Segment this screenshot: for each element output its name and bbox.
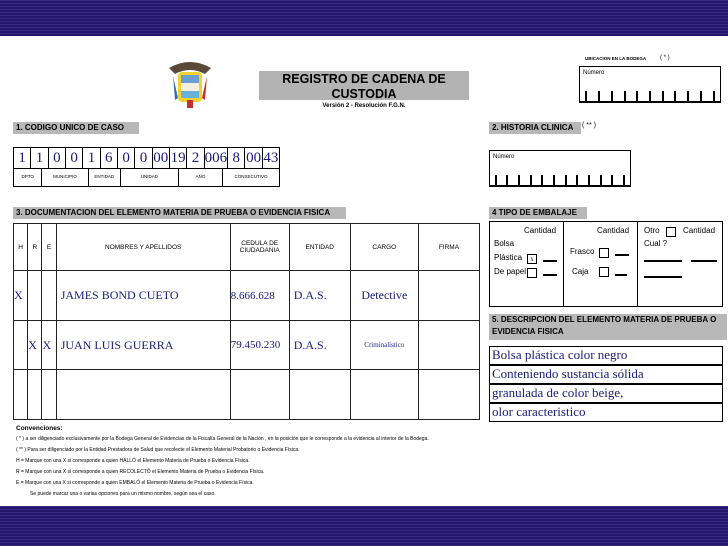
cell-nombre[interactable]: JAMES BOND CUETO — [56, 271, 230, 321]
table-row — [14, 370, 480, 420]
convencion-line: H = Marque con una X si corresponde a quien HALLÓ el Elemento Materia de Prueba o Evidencia Física. — [16, 458, 250, 464]
caja-checkbox[interactable] — [599, 267, 609, 277]
col-entidad: ENTIDAD — [289, 224, 350, 271]
form-title: REGISTRO DE CADENA DE CUSTODIA — [282, 72, 446, 101]
embalaje-frasco-group — [564, 222, 638, 306]
case-digit: 1 — [31, 148, 48, 168]
caja-quantity-line[interactable] — [615, 274, 627, 276]
col-cargo: CARGO — [350, 224, 418, 271]
case-code-digits[interactable] — [13, 147, 280, 169]
cell-entidad[interactable]: D.A.S. — [289, 271, 350, 321]
case-digit: 1 — [14, 148, 31, 168]
label-consecutivo: CONSECUTIVO — [234, 174, 268, 179]
cell-e[interactable] — [42, 370, 56, 420]
label-ano: AÑO — [179, 168, 223, 186]
section1-title: 1. CODIGO UNICO DE CASO — [13, 122, 139, 134]
plastica-label: Plástica — [494, 253, 523, 262]
convencion-line: E = Marque con una X si corresponde a quien EMBALÓ el Elemento Materia de Prueba o Evidencia Física. — [16, 480, 254, 486]
cell-firma[interactable] — [418, 370, 479, 420]
frasco-quantity-line[interactable] — [615, 254, 629, 256]
cell-cedula[interactable]: 79.450.230 — [230, 320, 289, 370]
plastica-checkbox[interactable]: x — [527, 254, 537, 264]
case-digit: 2 — [187, 148, 204, 168]
table-header-row — [14, 224, 480, 271]
de-papel-checkbox[interactable] — [527, 268, 537, 278]
cell-cargo[interactable]: Detective — [350, 271, 418, 321]
bolsa-label: Bolsa — [494, 239, 515, 248]
plastica-quantity-line[interactable] — [543, 260, 557, 262]
cell-cargo[interactable] — [350, 370, 418, 420]
col-firma: FIRMA — [418, 224, 479, 271]
case-code-labels — [13, 168, 280, 187]
cell-h[interactable] — [14, 370, 28, 420]
ubicacion-label: UBICACION EN LA BODEGA — [585, 56, 647, 61]
cell-cedula[interactable]: 8.666.628 — [230, 271, 289, 321]
cantidad-label: Cantidad — [524, 226, 557, 235]
case-digit: 00 — [153, 150, 169, 166]
cell-nombre[interactable]: JUAN LUIS GUERRA — [56, 320, 230, 370]
case-digit: 0 — [66, 148, 83, 168]
otro-label: Otro — [644, 226, 660, 235]
numero-label: Número — [583, 70, 605, 76]
cell-h[interactable]: X — [14, 271, 28, 321]
convencion-line: ( ** ) Para ser diligenciado por la Entidad Prestadora de Salud que recolecte el Elemento Material Probatorio o Evidencia Física. — [16, 447, 300, 453]
cell-h[interactable] — [14, 320, 28, 370]
case-digit: 0 — [135, 148, 152, 168]
convenciones — [16, 423, 486, 500]
cell-e[interactable] — [42, 271, 56, 321]
description-line: Bolsa plástica color negro — [490, 347, 722, 366]
convenciones-title: Convenciones: — [16, 425, 63, 432]
embalaje-bolsa-group — [490, 222, 564, 306]
numero-label: Número — [493, 154, 515, 160]
otro-checkbox[interactable] — [666, 227, 676, 237]
case-digit: 0 — [49, 148, 66, 168]
label-unidad: UNIDAD — [121, 168, 179, 186]
cell-nombre[interactable] — [56, 370, 230, 420]
ubicacion-mark: ( * ) — [660, 55, 670, 61]
cell-r[interactable]: X — [28, 320, 42, 370]
col-cedula: CEDULA DE CIUDADANIA — [230, 224, 289, 271]
col-h: H — [14, 224, 28, 271]
bottom-decorative-band — [0, 506, 728, 546]
cell-cedula[interactable] — [230, 370, 289, 420]
cell-firma[interactable] — [418, 320, 479, 370]
label-dpto: DPTO — [14, 168, 42, 186]
cell-cargo[interactable]: Criminalístico — [350, 320, 418, 370]
table-row — [14, 320, 480, 370]
cual-label: Cual ? — [644, 239, 668, 248]
cantidad-label: Cantidad — [597, 226, 630, 235]
col-nombres: NOMBRES Y APELLIDOS — [56, 224, 230, 271]
table-row — [14, 271, 480, 321]
cell-entidad[interactable]: D.A.S. — [289, 320, 350, 370]
embalaje-otro-group — [638, 222, 722, 306]
case-digit: 0 — [118, 148, 135, 168]
section3-title: 3. DOCUMENTACION DEL ELEMENTO MATERIA DE PRUEBA O EVIDENCIA FISICA — [13, 207, 346, 219]
description-line: granulada de color beige, — [490, 385, 722, 404]
de-papel-quantity-line[interactable] — [543, 274, 557, 276]
de-papel-label: De papel — [494, 267, 527, 276]
form-title-box — [259, 71, 469, 109]
cual-line-2[interactable] — [644, 276, 682, 278]
cell-e[interactable]: X — [42, 320, 56, 370]
otro-quantity-line[interactable] — [691, 260, 717, 262]
col-e: E — [42, 224, 56, 271]
cell-r[interactable] — [28, 370, 42, 420]
description-line: olor caracteristico — [492, 404, 586, 419]
cual-line-1[interactable] — [644, 260, 682, 262]
cell-entidad[interactable] — [289, 370, 350, 420]
form-subtitle: Versión 2 - Resolución F.G.N. — [322, 103, 406, 109]
convencion-line: ( * ) a ser diligenciado exclusivamente por la Bodega General de Evidencias de la Fiscalía General de la Nación , en la posición que le corresponde a la evidencia al interior de la Bodega. — [16, 436, 429, 442]
case-digit: 006 — [204, 150, 228, 166]
embalaje-box — [489, 221, 723, 307]
description-line: Conteniendo sustancia sólida — [490, 366, 722, 385]
convencion-line: Se puede marcar una o varias opciones para un mismo nombre, según sea el caso. — [30, 491, 216, 497]
coat-of-arms-logo — [165, 58, 215, 110]
frasco-checkbox[interactable] — [599, 248, 609, 258]
documentation-table — [13, 223, 480, 420]
historia-numero-field[interactable] — [489, 150, 631, 187]
cell-r[interactable] — [28, 271, 42, 321]
label-municipio: MUNICIPIO — [42, 168, 88, 186]
ubicacion-numero-field[interactable] — [579, 66, 721, 103]
frasco-label: Frasco — [570, 247, 595, 256]
col-r: R — [28, 224, 42, 271]
convencion-line: R = Marque con una X si corresponde a quien RECOLECTÓ el Elemento Materia de Prueba o Evidencia Física. — [16, 469, 265, 475]
section2-mark: ( ** ) — [582, 122, 596, 129]
case-digit: 1 — [83, 148, 100, 168]
section4-title: 4 TIPO DE EMBALAJE — [489, 207, 587, 219]
case-digit: 19 — [170, 150, 186, 166]
section5-title: 5. DESCRIPCION DEL ELEMENTO MATERIA DE PRUEBA O EVIDENCIA FISICA — [489, 314, 727, 340]
case-digit: 00 — [246, 150, 262, 166]
section2-title: 2. HISTORIA CLINICA — [489, 122, 581, 134]
caja-label: Caja — [572, 267, 589, 276]
case-digit: 8 — [228, 148, 245, 168]
cantidad-label: Cantidad — [683, 226, 716, 235]
description-box[interactable] — [489, 346, 723, 422]
cell-firma[interactable] — [418, 271, 479, 321]
label-entidad: ENTIDAD — [89, 168, 121, 186]
top-decorative-band — [0, 0, 728, 36]
case-digit: 6 — [101, 148, 118, 168]
case-digit: 43 — [263, 150, 279, 166]
